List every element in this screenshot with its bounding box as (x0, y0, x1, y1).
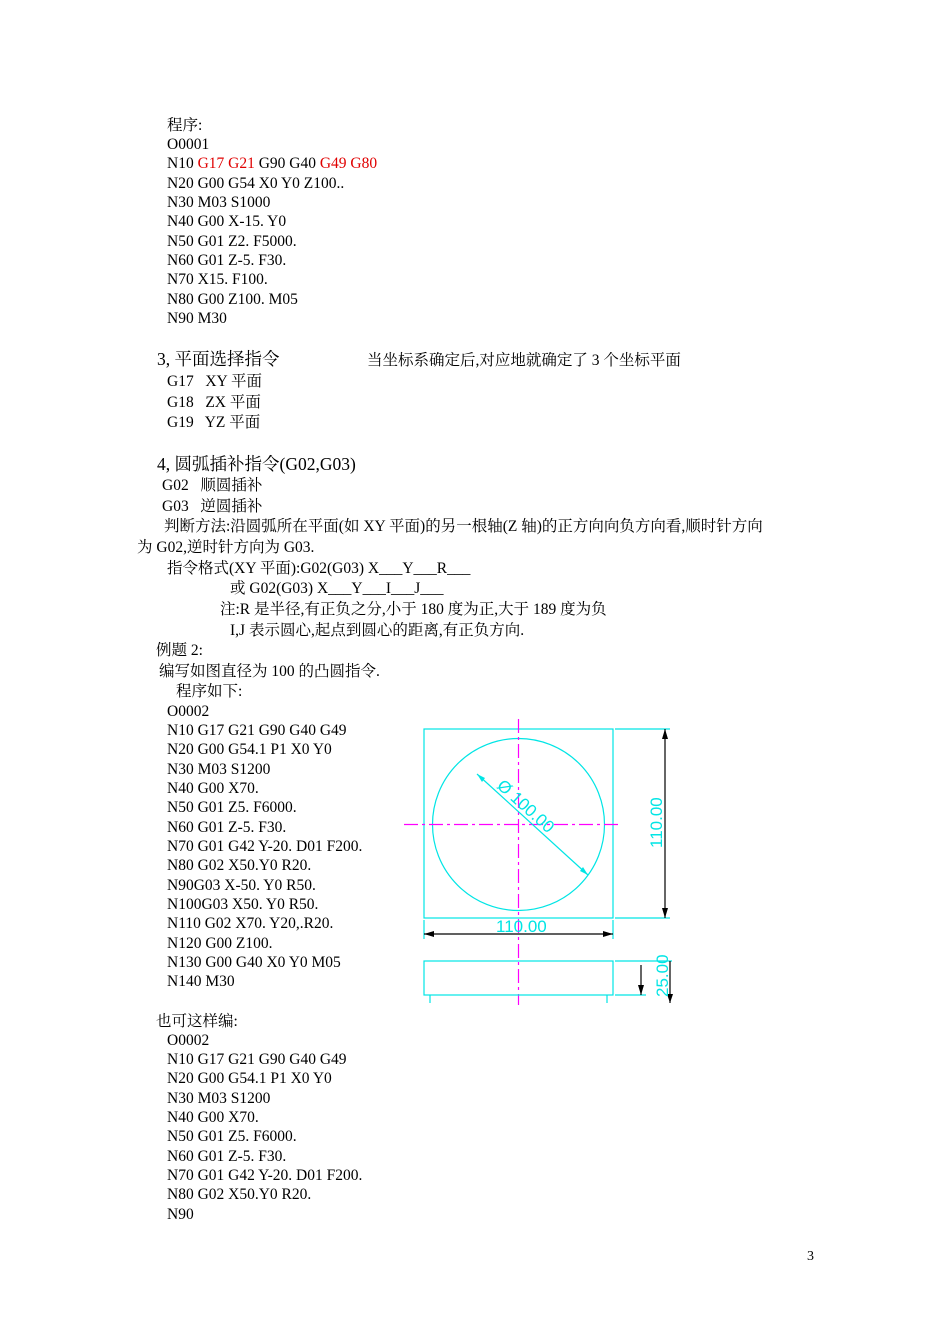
arrowhead (424, 931, 434, 937)
arrowhead (603, 931, 613, 937)
code-line: N100G03 X50. Y0 R50. (167, 896, 319, 913)
alt-label: 也可这样编: (156, 1013, 238, 1030)
code-line: N60 G01 Z-5. F30. (167, 819, 287, 836)
arc-item: G02 顺圆插补 (162, 477, 263, 494)
note-text: I,J 表示圆心,起点到圆心的距离,有正负方向. (230, 622, 525, 639)
code-line: N20 G00 G54.1 P1 X0 Y0 (167, 1070, 332, 1087)
page-number: 3 (807, 1249, 814, 1264)
code-line: N80 G02 X50.Y0 R20. (167, 857, 312, 874)
thickness-label: 25.00 (653, 954, 672, 997)
code-line: N70 X15. F100. (167, 271, 268, 288)
code-line: N90 (167, 1206, 194, 1223)
height-label: 110.00 (647, 797, 666, 848)
code-line: N110 G02 X70. Y20,.R20. (167, 915, 334, 932)
program-label: 程序: (167, 117, 203, 134)
highlighted-code: G17 G21 (197, 155, 255, 172)
code-line: N50 G01 Z5. F6000. (167, 1128, 297, 1145)
highlighted-code: G49 G80 (319, 155, 378, 172)
code-line: N30 M03 S1200 (167, 1090, 271, 1107)
section-heading: 4, 圆弧插补指令(G02,G03) (157, 454, 356, 474)
technical-drawing (400, 715, 700, 1015)
plane-item: G17 XY 平面 (167, 373, 263, 390)
arrowhead (662, 908, 668, 918)
code-line: N20 G00 G54 X0 Y0 Z100.. (167, 175, 345, 192)
code-line: N10 G17 G21 G90 G40 G49 (167, 722, 347, 739)
code-line-n10 (167, 154, 377, 173)
plane-item: G19 YZ 平面 (167, 414, 261, 431)
code-line: N40 G00 X70. (167, 1109, 259, 1126)
code-line: N80 G02 X50.Y0 R20. (167, 1186, 312, 1203)
code-line: N120 G00 Z100. (167, 935, 273, 952)
code-line: O0001 (167, 136, 210, 153)
code-line: N140 M30 (167, 973, 235, 990)
code-line: N40 G00 X70. (167, 780, 259, 797)
section-note: 当坐标系确定后,对应地就确定了 3 个坐标平面 (367, 352, 681, 369)
code-line: N50 G01 Z2. F5000. (167, 233, 297, 250)
diameter-label: Ø 100.00 (493, 775, 559, 837)
arc-item: G03 逆圆插补 (162, 498, 263, 515)
arrowhead (638, 985, 644, 995)
code-line: N90 M30 (167, 310, 227, 327)
code-line: N50 G01 Z5. F6000. (167, 799, 297, 816)
width-label: 110.00 (496, 917, 547, 936)
example-label: 例题 2: (156, 642, 203, 659)
code-line: N60 G01 Z-5. F30. (167, 1148, 287, 1165)
code-line: N130 G00 G40 X0 Y0 M05 (167, 954, 341, 971)
judge-text: 判断方法:沿圆弧所在平面(如 XY 平面)的另一根轴(Z 轴)的正方向向负方向看,顺时针方向 (164, 518, 763, 535)
plane-item: G18 ZX 平面 (167, 394, 261, 411)
code-line: N90G03 X-50. Y0 R50. (167, 877, 316, 894)
code-line: N30 M03 S1000 (167, 194, 271, 211)
code-text: G90 G40 (254, 155, 320, 172)
format-text: 或 G02(G03) X___Y___I___J___ (230, 580, 444, 597)
code-line: N70 G01 G42 Y-20. D01 F200. (167, 838, 363, 855)
code-line: O0002 (167, 703, 210, 720)
code-line: N10 G17 G21 G90 G40 G49 (167, 1051, 347, 1068)
code-line: N30 M03 S1200 (167, 761, 271, 778)
format-text: 指令格式(XY 平面):G02(G03) X___Y___R___ (167, 560, 471, 577)
arrowhead (662, 729, 668, 739)
code-text: N10 (167, 155, 198, 172)
code-line: O0002 (167, 1032, 210, 1049)
note-text: 注:R 是半径,有正负之分,小于 180 度为正,大于 189 度为负 (220, 601, 607, 618)
code-line: N80 G00 Z100. M05 (167, 291, 298, 308)
code-line: N60 G01 Z-5. F30. (167, 252, 287, 269)
judge-text: 为 G02,逆时针方向为 G03. (137, 539, 315, 556)
code-line: N40 G00 X-15. Y0 (167, 213, 287, 230)
code-line: N70 G01 G42 Y-20. D01 F200. (167, 1167, 363, 1184)
example-desc: 编写如图直径为 100 的凸圆指令. (159, 663, 380, 680)
code-line: N20 G00 G54.1 P1 X0 Y0 (167, 741, 332, 758)
section-heading: 3, 平面选择指令 (157, 349, 280, 369)
program-label: 程序如下: (176, 683, 243, 700)
